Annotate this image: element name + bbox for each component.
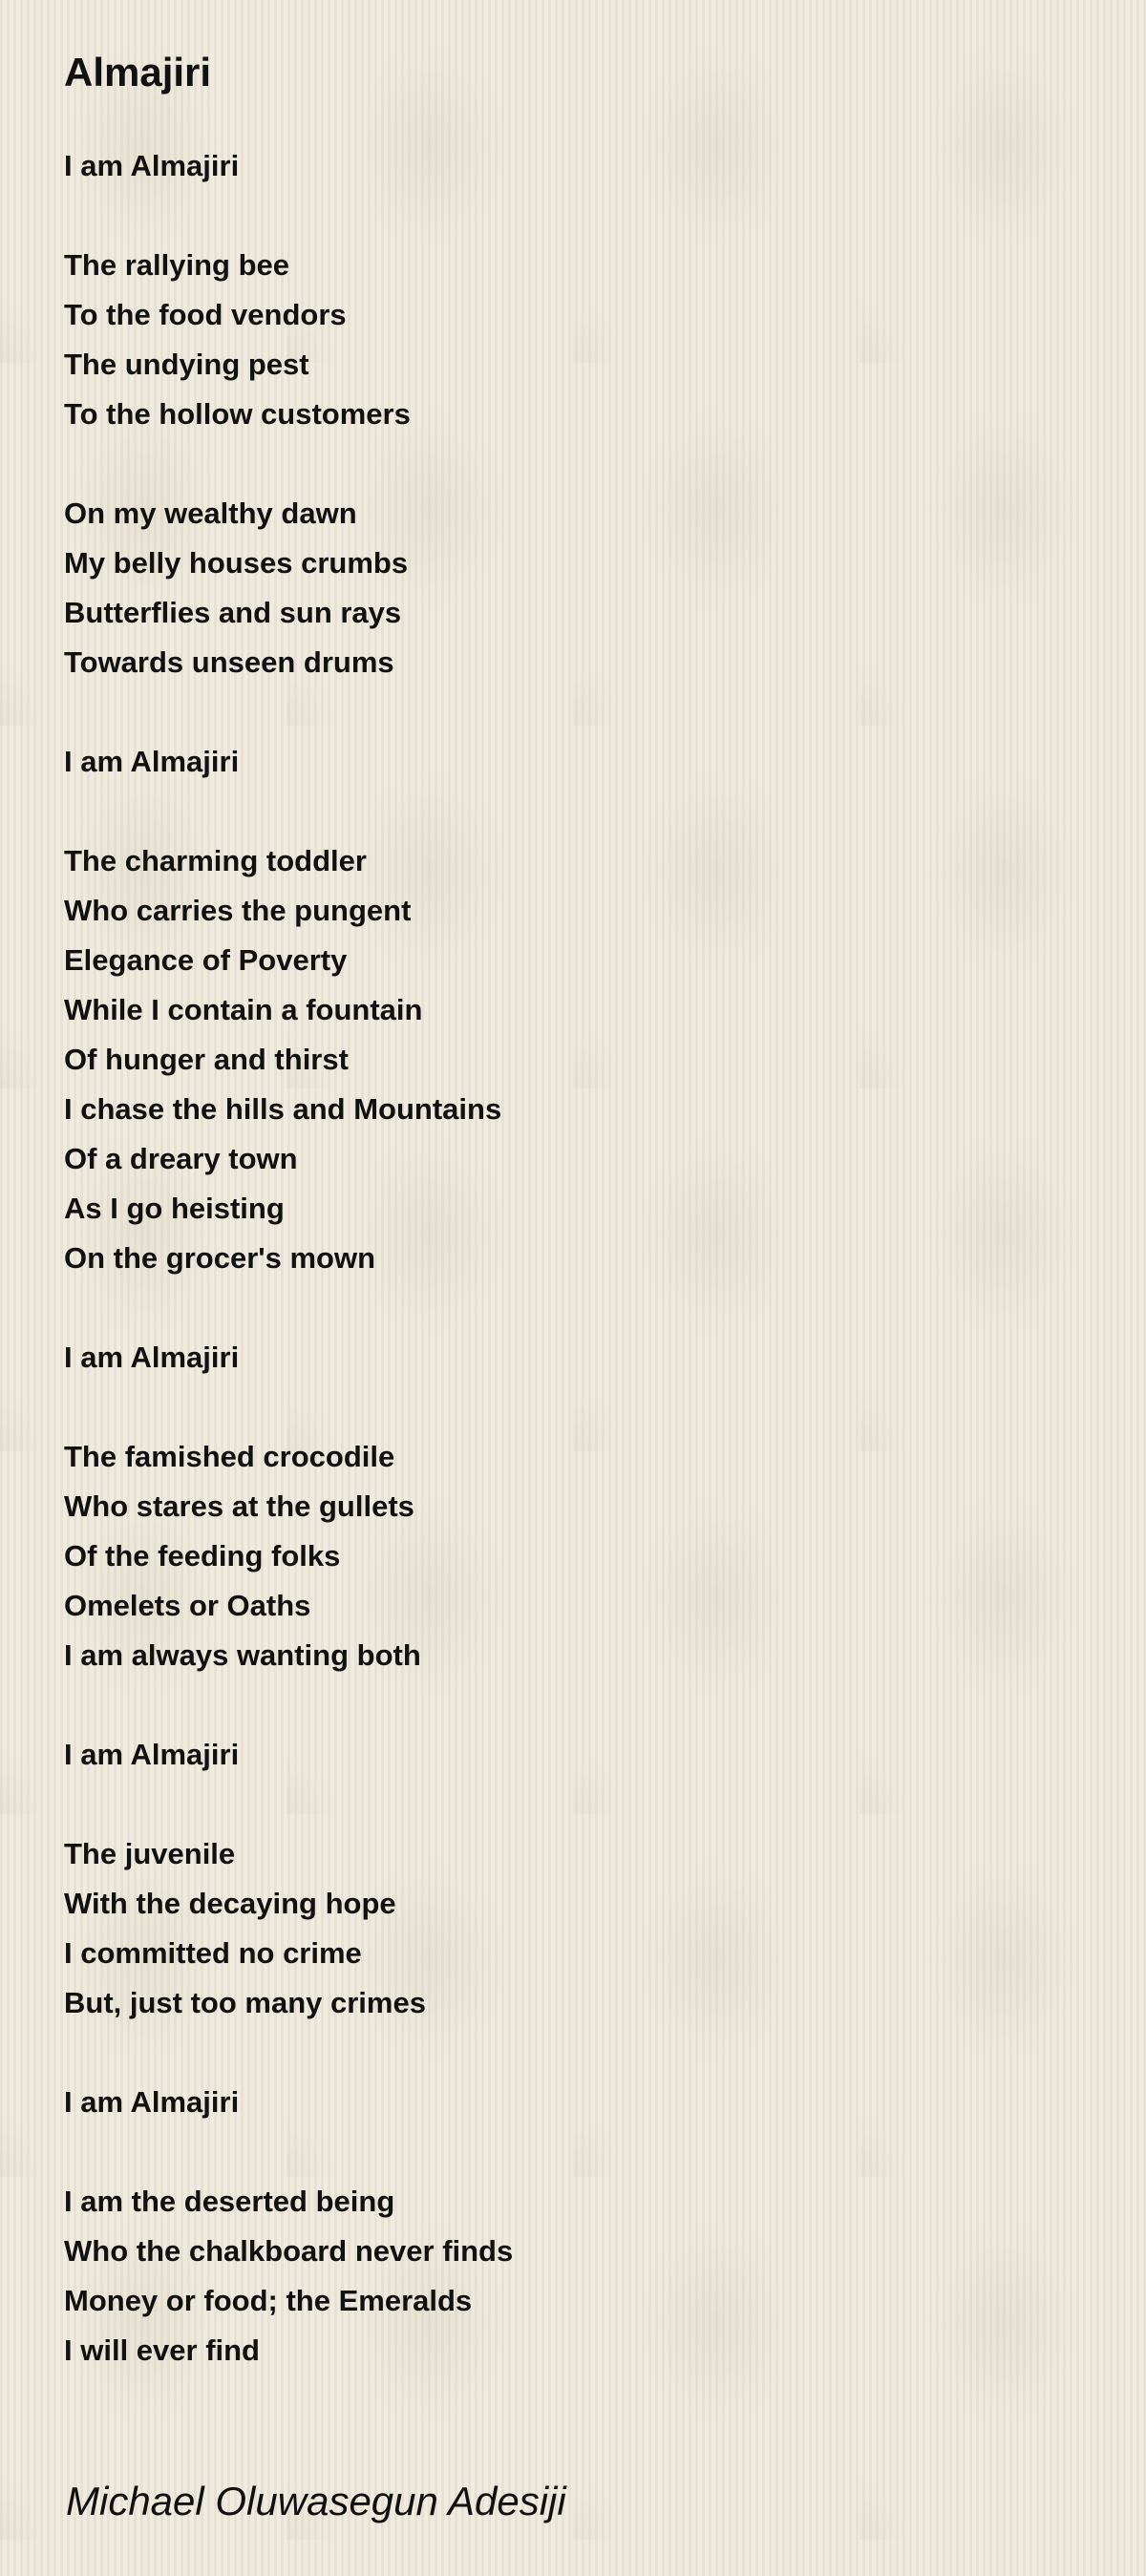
stanza-break — [64, 787, 513, 836]
poem-author: Michael Oluwasegun Adesiji — [66, 2479, 566, 2523]
poem-line: The charming toddler — [64, 844, 367, 877]
stanza-break — [64, 2028, 513, 2078]
poem-line: On my wealthy dawn — [64, 496, 357, 530]
poem-body — [64, 141, 513, 2375]
poem-line: Who the chalkboard never finds — [64, 2234, 514, 2268]
poem-line: On the grocer's mown — [64, 1241, 376, 1275]
poem-line: To the hollow customers — [64, 397, 411, 431]
poem-line: Towards unseen drums — [64, 645, 394, 679]
stanza-break — [64, 1383, 513, 1432]
stanza-break — [64, 2127, 513, 2177]
poem-line: Of the feeding folks — [64, 1539, 341, 1573]
poem-title: Almajiri — [64, 50, 212, 95]
stanza-break — [64, 687, 513, 737]
poem-line: Of hunger and thirst — [64, 1043, 349, 1076]
poem-line: The undying pest — [64, 348, 309, 381]
poem-line: I am Almajiri — [64, 149, 240, 182]
stanza-break — [64, 191, 513, 241]
poem-line: My belly houses crumbs — [64, 546, 409, 580]
stanza-break — [64, 1780, 513, 1829]
poem-line: I will ever find — [64, 2333, 260, 2367]
poem-line: I am always wanting both — [64, 1638, 421, 1672]
poem-line: Butterflies and sun rays — [64, 596, 402, 629]
poem-line: I am the deserted being — [64, 2185, 395, 2218]
poem-line: I am Almajiri — [64, 2085, 240, 2119]
poem-line: The famished crocodile — [64, 1440, 395, 1473]
poem-line: I chase the hills and Mountains — [64, 1092, 502, 1126]
poem-line: I committed no crime — [64, 1936, 362, 1970]
poem-line: To the food vendors — [64, 298, 347, 331]
poem-line: Who carries the pungent — [64, 894, 412, 927]
poem-line: As I go heisting — [64, 1192, 285, 1225]
poem-line: Money or food; the Emeralds — [64, 2284, 473, 2317]
poem-line: But, just too many crimes — [64, 1986, 426, 2019]
poem-line: While I contain a fountain — [64, 993, 423, 1026]
poem-line: I am Almajiri — [64, 1341, 240, 1374]
poem-line: Omelets or Oaths — [64, 1589, 311, 1622]
poem-line: With the decaying hope — [64, 1887, 396, 1920]
poem-line: The juvenile — [64, 1837, 236, 1870]
poem-line: Of a dreary town — [64, 1142, 298, 1175]
poem-line: The rallying bee — [64, 248, 290, 282]
poem-line: I am Almajiri — [64, 1738, 240, 1771]
poem-line: Elegance of Poverty — [64, 943, 348, 977]
poem-line: I am Almajiri — [64, 745, 240, 778]
stanza-break — [64, 1283, 513, 1333]
stanza-break — [64, 439, 513, 489]
poem-line: Who stares at the gullets — [64, 1489, 414, 1523]
stanza-break — [64, 1680, 513, 1730]
